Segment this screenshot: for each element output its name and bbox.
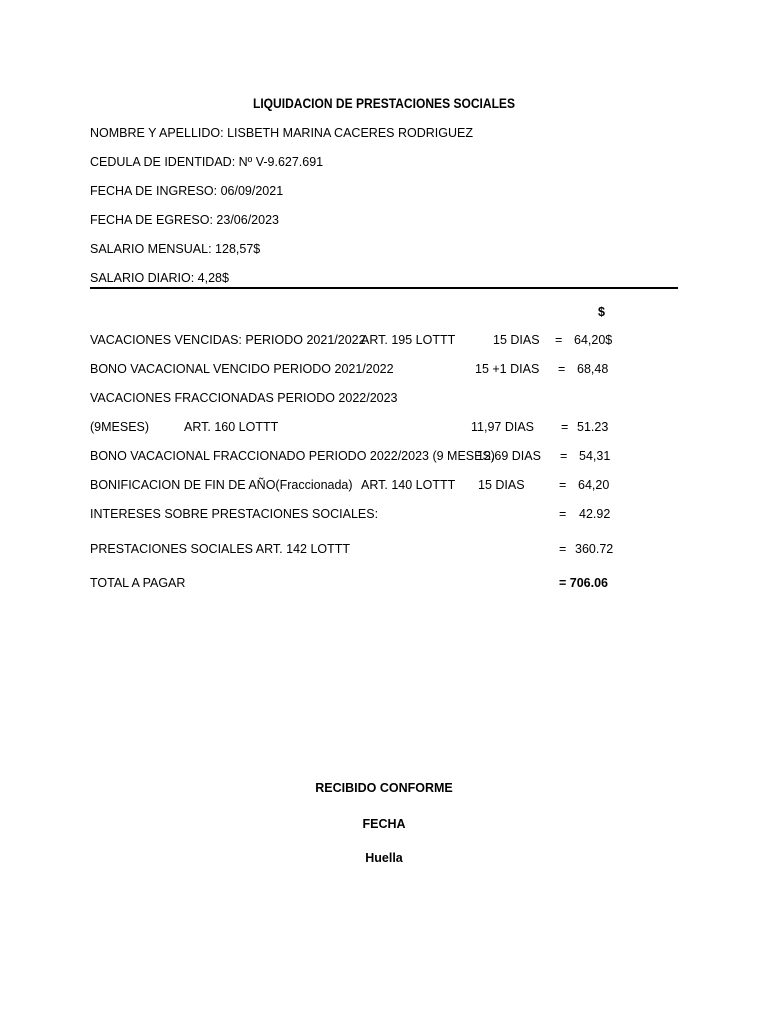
- row-days: 11,97 DIAS: [471, 420, 535, 434]
- received-conforme: RECIBIDO CONFORME: [315, 781, 453, 795]
- row-concept: VACACIONES FRACCIONADAS PERIODO 2022/2023: [90, 391, 398, 405]
- row-equals: =: [559, 478, 567, 492]
- total-value: = 706.06: [559, 576, 609, 590]
- total-label: TOTAL A PAGAR: [90, 576, 186, 590]
- row-days: 15 +1 DIAS: [475, 362, 540, 376]
- row-equals: =: [555, 333, 563, 347]
- row-concept: VACACIONES VENCIDAS: PERIODO 2021/2022: [90, 333, 366, 347]
- row-days: 15 DIAS: [493, 333, 540, 347]
- exit-date-line: FECHA DE EGRESO: 23/06/2023: [90, 213, 279, 227]
- row-amount: 42.92: [579, 507, 611, 521]
- id-line: CEDULA DE IDENTIDAD: Nº V-9.627.691: [90, 155, 324, 169]
- document-title: LIQUIDACION DE PRESTACIONES SOCIALES: [252, 95, 516, 111]
- row-equals: =: [561, 420, 569, 434]
- row-amount: 64,20$: [574, 333, 613, 347]
- row-concept: INTERESES SOBRE PRESTACIONES SOCIALES:: [90, 507, 379, 521]
- row-concept: PRESTACIONES SOCIALES ART. 142 LOTTT: [90, 542, 351, 556]
- separator-rule: [90, 287, 678, 289]
- row-concept: BONO VACACIONAL FRACCIONADO PERIODO 2022/2023 (9 MESES): [90, 449, 495, 463]
- row-equals: =: [560, 449, 568, 463]
- row-days: 12,69 DIAS: [477, 449, 541, 463]
- row-equals: =: [558, 362, 566, 376]
- row-concept: (9MESES): [90, 420, 150, 434]
- row-equals: =: [559, 507, 567, 521]
- row-concept: BONIFICACION DE FIN DE AÑO(Fraccionada): [90, 478, 353, 492]
- currency-header: $: [598, 305, 605, 319]
- row-amount: 68,48: [577, 362, 609, 376]
- name-line: NOMBRE Y APELLIDO: LISBETH MARINA CACERES RODRIGUEZ: [90, 126, 473, 140]
- row-amount: 360.72: [575, 542, 614, 556]
- fingerprint-label: Huella: [365, 851, 403, 865]
- row-equals: =: [559, 542, 567, 556]
- row-days: 15 DIAS: [478, 478, 525, 492]
- row-concept: BONO VACACIONAL VENCIDO PERIODO 2021/2022: [90, 362, 394, 376]
- row-amount: 64,20: [578, 478, 610, 492]
- row-article: ART. 195 LOTTT: [361, 333, 456, 347]
- row-amount: 54,31: [579, 449, 611, 463]
- row-article: ART. 140 LOTTT: [361, 478, 456, 492]
- entry-date-line: FECHA DE INGRESO: 06/09/2021: [90, 184, 284, 198]
- monthly-salary-line: SALARIO MENSUAL: 128,57$: [90, 242, 261, 256]
- daily-salary-line: SALARIO DIARIO: 4,28$: [90, 271, 229, 285]
- row-article: ART. 160 LOTTT: [184, 420, 279, 434]
- date-label: FECHA: [362, 817, 406, 831]
- row-amount: 51.23: [577, 420, 609, 434]
